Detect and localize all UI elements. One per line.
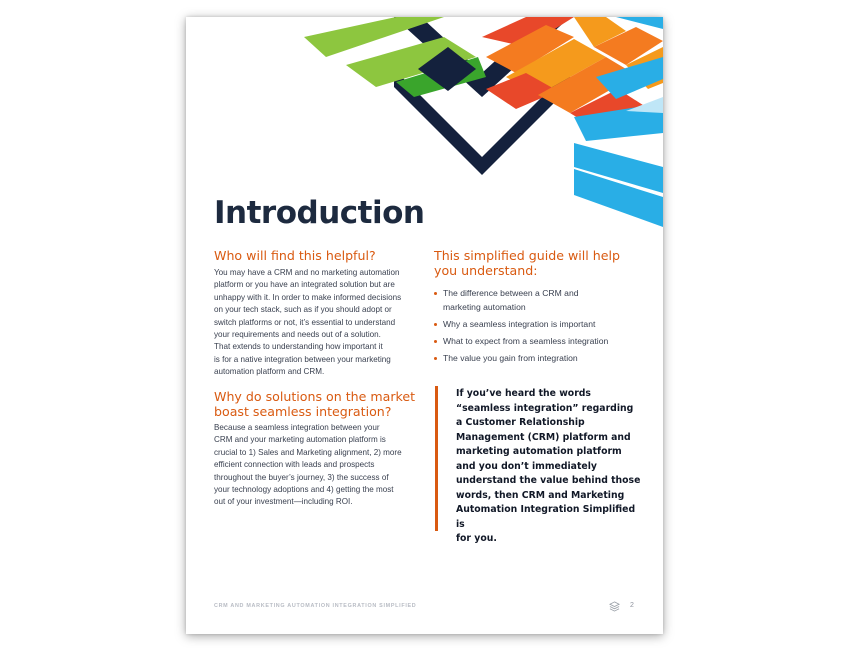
callout-accent-bar xyxy=(435,386,438,531)
list-item: The difference between a CRM and marketing automation xyxy=(434,286,654,314)
stack-layers-icon xyxy=(609,601,620,612)
callout-quote: If you’ve heard the words “seamless integration” regarding a Customer Relationship Management (CRM) platform and marketing automation platform and you don’t immediately understand the value behind those words, then CRM and Marketing Automation Integration Simplified is for you. xyxy=(456,388,641,544)
list-item: Why a seamless integration is important xyxy=(434,317,654,331)
bullet-list xyxy=(434,286,654,368)
paragraph-why: Because a seamless integration between your CRM and your marketing automation platform is crucial to 1) Sales and Marketing alignment, 2) more efficient connection with leads and prospects throughout the buyer’s journey, 3) the success of your technology adoptions and 4) getting the most out of your investment—including ROI. xyxy=(214,423,402,507)
document-page xyxy=(186,17,663,634)
list-item: What to expect from a seamless integration xyxy=(434,334,654,348)
heading-who-will-find-helpful: Who will find this helpful? xyxy=(214,248,376,263)
heading-guide-will-help: This simplified guide will help you understand: xyxy=(434,248,620,278)
page-title: Introduction xyxy=(214,195,425,231)
paragraph-intro: You may have a CRM and no marketing automation platform or you have an integrated solution but are unhappy with it. In order to make informed decisions on your tech stack, such as if you should adopt or switch platforms or not, it’s essential to understand your requirements and needs out of a solution. That extends to understanding how important it is for a native integration between your marketing automation platform and CRM. xyxy=(214,268,402,377)
page-number: 2 xyxy=(630,602,634,609)
footer-document-title: CRM AND MARKETING AUTOMATION INTEGRATION SIMPLIFIED xyxy=(214,603,417,609)
list-item: The value you gain from integration xyxy=(434,351,654,365)
heading-why-seamless-integration: Why do solutions on the market boast seamless integration? xyxy=(214,389,416,419)
